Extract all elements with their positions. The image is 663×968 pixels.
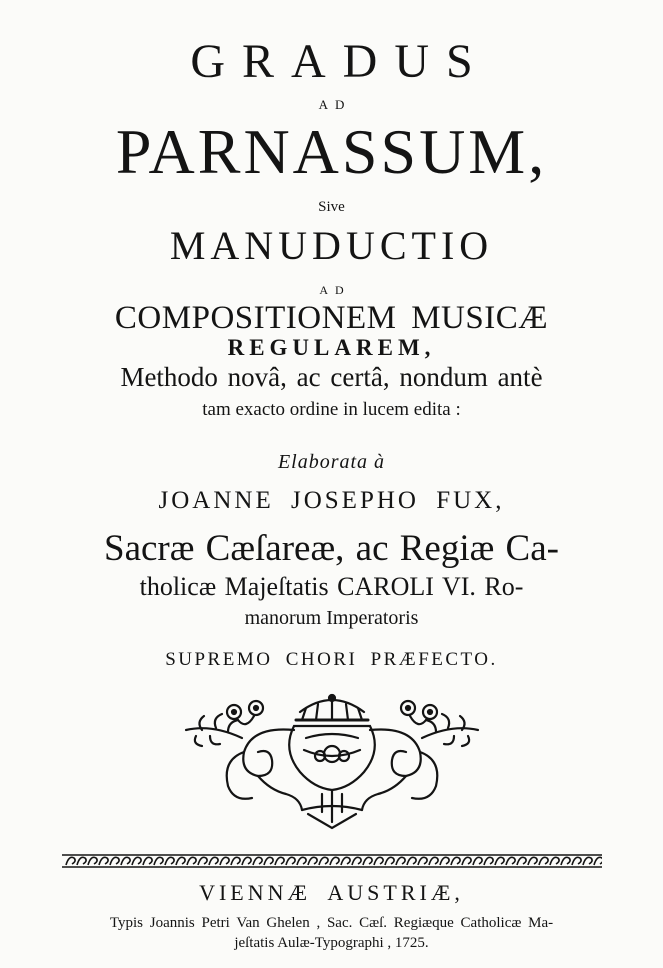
- subtitle-sive: Sive: [318, 199, 345, 215]
- imprint-printer-line1: Typis Joannis Petri Van Ghelen , Sac. Cæſ. Regiæque Catholicæ Ma-: [109, 915, 554, 931]
- subtitle-ad: AD: [319, 283, 351, 297]
- author-title-line2: tholicæ Majeſtatis CAROLI VI. Ro-: [139, 572, 524, 601]
- author-intro: Elaborata à: [277, 451, 386, 473]
- subtitle-compositionem: COMPOSITIONEM MUSICÆ: [114, 300, 549, 336]
- chain-ornament-rule-icon: [62, 852, 602, 870]
- subtitle-methodo: Methodo novâ, ac certâ, nondum antè: [120, 362, 543, 392]
- author-title-line3: manorum Imperatoris: [244, 607, 419, 629]
- author-title-line4: SUPREMO CHORI PRÆFECTO.: [165, 649, 498, 670]
- subtitle-tam-exacto: tam exacto ordine in lucem edita :: [202, 399, 461, 420]
- title-gradus: GRADUS: [190, 35, 490, 88]
- author-name: JOANNE JOSEPHO FUX,: [158, 487, 505, 514]
- subtitle-regularem: REGULAREM,: [227, 335, 436, 360]
- author-title-line1: Sacræ Cæſareæ, ac Regiæ Ca-: [104, 528, 559, 569]
- imprint-printer-line2: jeſtatis Aulæ-Typographi , 1725.: [234, 935, 429, 951]
- imprint-city: VIENNÆ AUSTRIÆ,: [199, 880, 464, 905]
- title-parnassum: PARNASSUM,: [115, 116, 548, 187]
- floral-cartouche-icon: [182, 690, 482, 830]
- subtitle-manuductio: MANUDUCTIO: [169, 223, 494, 268]
- title-ad: AD: [318, 97, 352, 112]
